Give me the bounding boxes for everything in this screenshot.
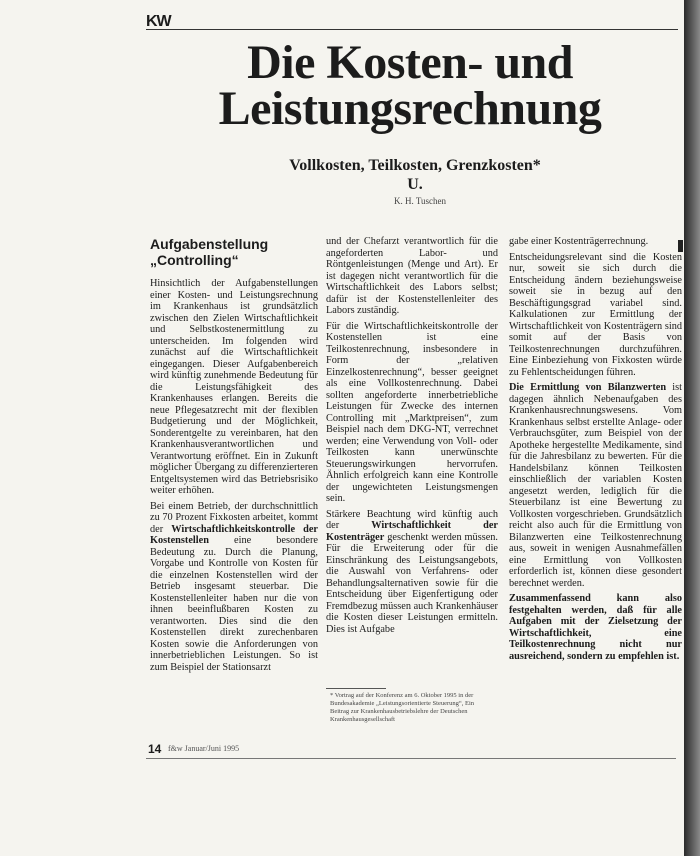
bold-phrase: Wirtschaftlichkeit der Kostenträger [326, 520, 498, 543]
section-heading-line-1: Aufgabenstellung [150, 236, 269, 252]
footer-rule [146, 758, 676, 759]
paragraph: Für die Wirtschaftlichkeitskontrolle der Kostenstellen ist eine Teilkostenrechnung, insbesondere in Form der „relativen Einzelkostenrechnung“, besser geeignet als eine Vollkostenrechnung. Dabei sollten angeforderte innerbetriebliche Leistungen für Zwecke des internen Controlling mit „Marktpreisen“, zum Beispiel nach dem DKG-NT, verrechnet werden; eine Verwendung von Voll- oder Teilkosten kann unerwünschte Steuerungswirkungen hervorrufen. Ähnlich erfolgreich kann eine Kontrolle der ungewichteten Leistungsmengen sein. [326, 320, 498, 504]
footnote-rule [326, 688, 386, 689]
paragraph-text: Bei einem Betrieb, der durchschnittlich zu 70 Prozent Fixkosten arbeitet, kommt der [150, 500, 318, 535]
title-line-2: Leistungsrechnung [218, 82, 602, 135]
article-title [140, 36, 680, 135]
section-heading [150, 236, 318, 268]
text-column-1 [150, 236, 318, 677]
author-byline: K. H. Tuschen [393, 196, 446, 206]
paragraph-text: Stärkere Beachtung wird künftig auch der [326, 508, 498, 531]
paragraph [150, 501, 318, 674]
paragraph: Hinsichtlich der Aufgabenstellungen einer Kosten- und Leistungsrechnung im Krankenhaus ist grundsätzlich zwischen den Zielen Wirtschaftlichkeit und Selbstkostenermittlung zu unterscheiden. Im folgenden wird zunächst auf die Wirtschaftlichkeit eingegangen. Dieser Aufgabenbereich wird künftig zunehmende Bedeutung für die Leistungsfähigkeit des Krankenhauses erlangen. Bereits die neue Pflegesatzrecht mit der flexiblen Budgetierung und der Möglichkeit, Sonderentgelte zu vereinbaren, hat den Krankenhausverantwortlichen und Verantwortung eröffnet. Ein in Zukunft möglicher Übergang zu differenzierteren Entgeltsystemen wird das Betriebsrisiko weiter erhöhen. [150, 278, 319, 496]
paragraph [509, 382, 682, 589]
masthead-logo: KW [146, 13, 171, 30]
page-number: 14 [148, 742, 162, 756]
paragraph: Entscheidungsrelevant sind die Kosten nur, soweit sie sich durch die Entscheidung ändern beziehungsweise soweit sie in bezug auf den Beschäftigungsgrad variabel sind. Kalkulationen zur Ermittlung der Wirtschaftlichkeit von Kostenträgern sind somit auf der Basis von Teilkostenrechnungen durchzuführen. Eine Einbeziehung von Fixkosten würde zu Fehlentscheidungen führen. [509, 251, 682, 378]
scan-edge-shadow [684, 0, 700, 856]
issue-info: f&w Januar/Juni 1995 [168, 744, 240, 753]
bold-conclusion: Zusammenfassend kann also festgehalten werden, daß für alle Aufgaben mit der Zielsetzung der Wirtschaftlichkeit, eine Teilkostenrechnung nicht nur ausreichend, sondern zu empfehlen ist. [509, 593, 682, 662]
footnote: * Vortrag auf der Konferenz am 6. Oktober 1995 in der Bundesakademie „Leistungsorientierte Steuerung“, Ein Beitrag zur Krankenhausbetriebslehre der Deutschen Krankenhausgesellschaft [330, 692, 475, 723]
paragraph-text: geschenkt werden müssen. Für die Erweiterung oder für die Einschränkung des Leistungsangebots, die Auswahl von Verfahrens- oder Behandlungsalternativen sowie für die Entscheidung über Eigenfertigung oder Fremdbezug müssen auch Krankenhäuser die Kosten dieser Leistungen ermitteln. Dies ist Aufgabe [326, 531, 499, 635]
paragraph-text: eine besondere Bedeutung zu. Durch die Planung, Vorgabe und Kontrolle von Kosten für die einzelnen Kostenstellen wird der Betrieb insgesamt steuerbar. Die Kostenstellenleiter haben nur die von ihnen beeinflußbaren Kosten zu verantworten. Dies sind die den Kostenstellen direkt zurechenbaren Kosten sowie die Anforderungen von innerbetrieblichen Leistungen. So ist zum Beispiel der Stationsarzt [150, 535, 318, 673]
article-subtitle [270, 156, 560, 194]
bold-phrase: Wirtschaftlichkeitskontrolle der Kostenstellen [150, 523, 318, 546]
text-column-3 [509, 236, 682, 666]
section-heading-line-2: „Controlling“ [150, 252, 239, 268]
paragraph: und der Chefarzt verantwortlich für die angeforderten Labor- und Röntgenleistungen (Menge und Art). Er ist dagegen nicht verantwortlich für die Wirtschaftlichkeit des Labors selbst; dafür ist der Kostenstellenleiter des Labors zuständig. [326, 236, 498, 316]
subtitle-text: Vollkosten, Teilkosten, Grenzkosten* [289, 157, 541, 174]
text-column-2 [326, 236, 498, 639]
title-line-1: Die Kosten- und [247, 36, 573, 89]
subtitle-text-2: U. [407, 176, 423, 193]
paragraph-text: ist dagegen ähnlich Nebenaufgaben des Krankenhausrechnungswesens. Vom Krankenhaus selbst erstellte Anlage- oder Verbrauchsgüter, zum Beispiel von der Apotheke hergestellte Medikamente, sind für die Jahresbilanz zu bewerten. Für die Handelsbilanz können Teilkosten einschließlich der variablen Kosten angesetzt werden, lediglich für die Steuerbilanz ist eine Bewertung zu Vollkosten vorgeschrieben. Grundsätzlich reicht also auch für die Ermittlung von Bilanzwerten eine Teilkostenrechnung aus, soweit in wenigen Ausnahmefällen eine Ermittlung von Vollkosten erforderlich ist, können diese gesondert berechnet werden. [509, 382, 682, 589]
paragraph [509, 593, 682, 662]
scan-edge-mark [678, 240, 683, 252]
masthead-rule [146, 29, 678, 30]
paragraph [326, 509, 498, 636]
paragraph: gabe einer Kostenträgerrechnung. [509, 236, 649, 247]
bold-phrase: Die Ermittlung von Bilanzwerten [509, 382, 667, 393]
